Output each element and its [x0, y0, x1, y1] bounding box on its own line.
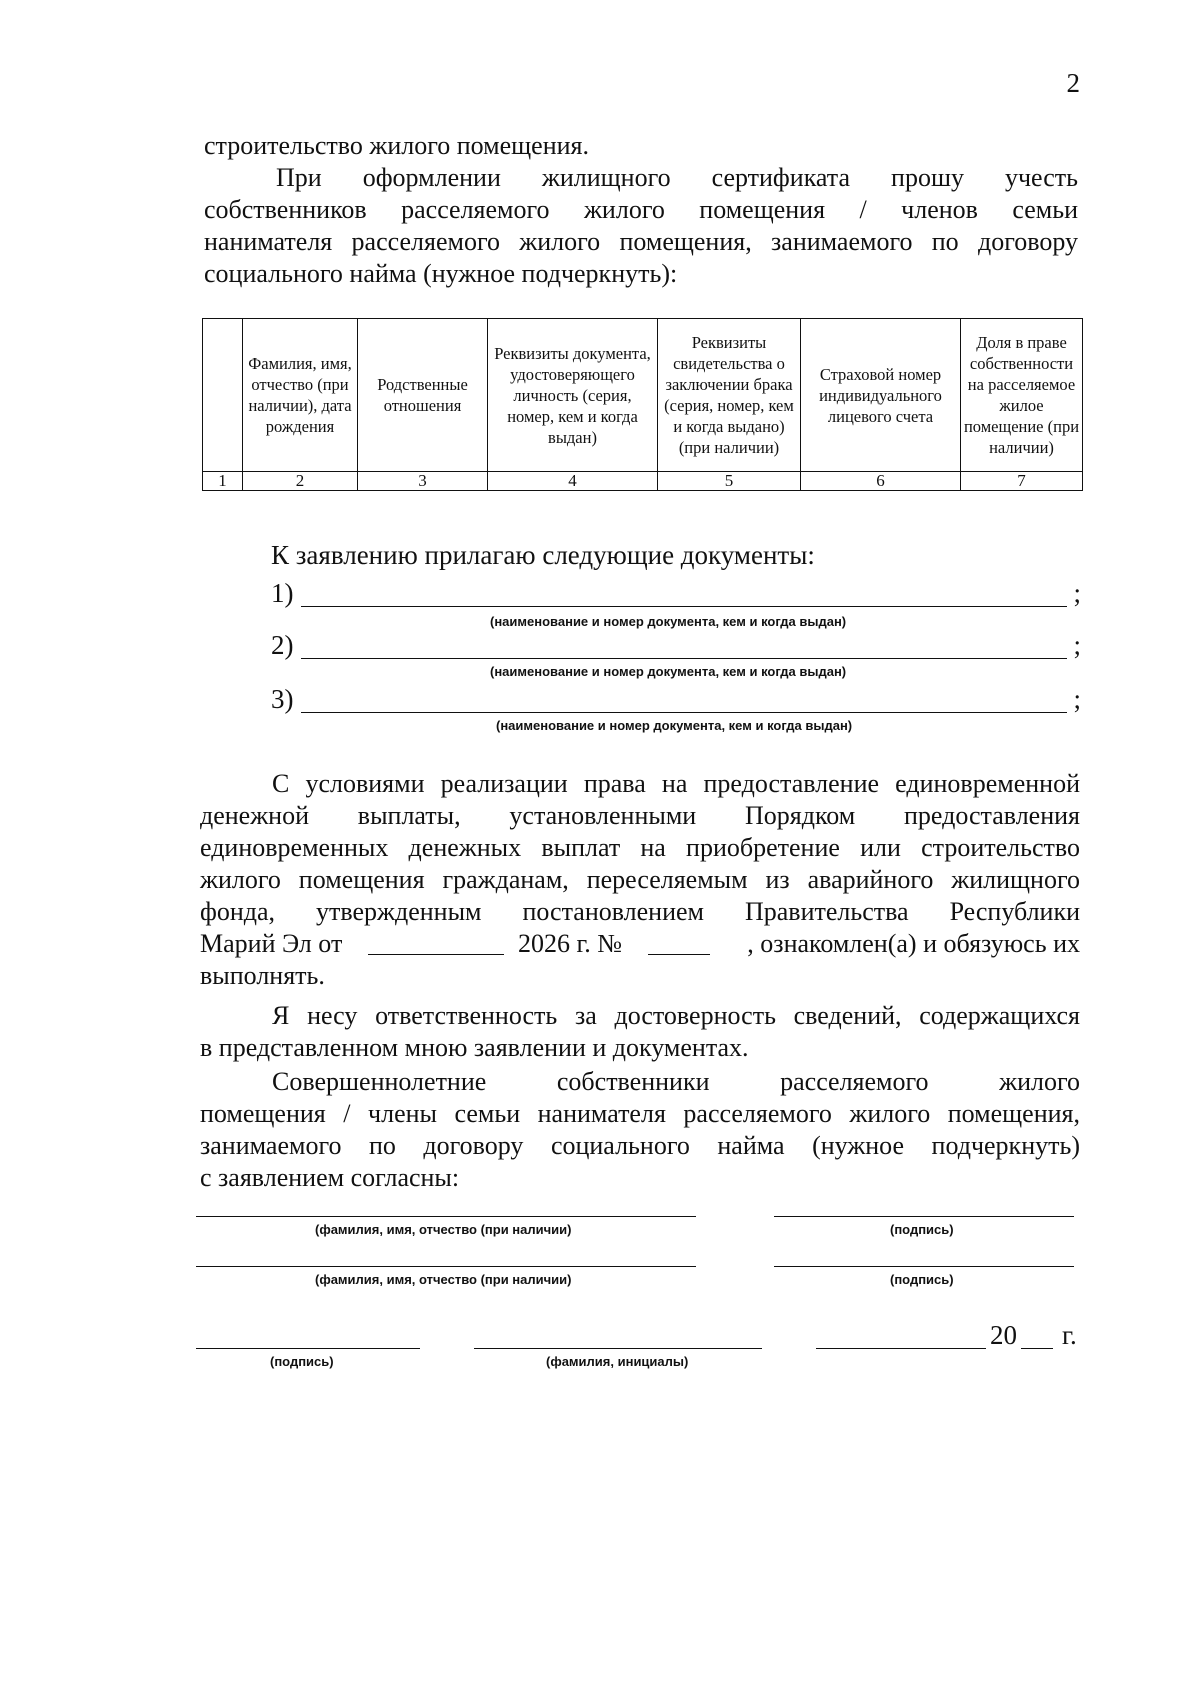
conditions-paragraph	[200, 768, 1080, 992]
conditions-line-6-end: , ознакомлен(а) и обязуюсь их	[747, 929, 1080, 958]
consent-signature-line-2[interactable]	[774, 1266, 1074, 1267]
consent-paragraph	[200, 1066, 1080, 1194]
col-number-4: 4	[488, 472, 658, 491]
table-header-row	[203, 319, 1083, 472]
col-number-6: 6	[801, 472, 961, 491]
consent-fio-hint-2: (фамилия, имя, отчество (при наличии)	[315, 1272, 572, 1287]
header-col-2: Фамилия, имя, отчество (при наличии), дата рождения	[243, 319, 358, 472]
header-col-7: Доля в праве собственности на расселяемое жилое помещение (при наличии)	[961, 319, 1083, 472]
intro-paragraph-line-1: При оформлении жилищного сертификата прошу учесть	[276, 163, 1078, 192]
consent-line-1: Совершеннолетние собственники расселяемого жилого	[272, 1067, 1080, 1096]
conditions-line-7: выполнять.	[200, 961, 325, 990]
attachment-number-1: 1)	[271, 578, 294, 608]
intro-paragraph-line-2: собственников расселяемого жилого помещения / членов семьи	[204, 195, 1078, 224]
header-col-6: Страховой номер индивидуального лицевого счета	[801, 319, 961, 472]
intro-line	[204, 130, 1078, 162]
applicant-signature-hint: (подпись)	[270, 1354, 334, 1369]
conditions-line-6	[200, 928, 1080, 960]
attachment-end-1: ;	[1073, 578, 1081, 608]
attachment-number-2: 2)	[271, 630, 294, 660]
attachments-title: К заявлению прилагаю следующие документы:	[271, 540, 815, 570]
date-year-prefix: 20	[990, 1320, 1017, 1350]
members-table	[202, 318, 1083, 491]
applicant-initials-hint: (фамилия, инициалы)	[546, 1354, 689, 1369]
date-day-month-line[interactable]	[816, 1348, 986, 1349]
conditions-line-2: денежной выплаты, установленными Порядком предоставления	[200, 801, 1080, 830]
consent-signature-hint-1: (подпись)	[890, 1222, 954, 1237]
attachment-end-2: ;	[1073, 630, 1081, 660]
col-number-5: 5	[658, 472, 801, 491]
col-number-7: 7	[961, 472, 1083, 491]
applicant-initials-line[interactable]	[474, 1348, 762, 1349]
header-col-4: Реквизиты документа, удостоверяющего личность (серия, номер, кем и когда выдан)	[488, 319, 658, 472]
applicant-signature-line[interactable]	[196, 1348, 420, 1349]
intro-paragraph	[204, 162, 1078, 290]
consent-line-2: помещения / члены семьи нанимателя расселяемого жилого помещения,	[200, 1099, 1080, 1128]
attachment-hint-3: (наименование и номер документа, кем и когда выдан)	[496, 718, 853, 733]
attachment-hint-2: (наименование и номер документа, кем и когда выдан)	[490, 664, 847, 679]
intro-paragraph-line-4: социального найма (нужное подчеркнуть):	[204, 259, 678, 288]
attachment-end-3: ;	[1073, 684, 1081, 714]
responsibility-line-2: в представленном мною заявлении и документах.	[200, 1033, 749, 1062]
decree-date-blank[interactable]	[368, 930, 504, 955]
header-col-3: Родственные отношения	[358, 319, 488, 472]
consent-signature-line-1[interactable]	[774, 1216, 1074, 1217]
attachment-fill-line-1[interactable]	[301, 606, 1067, 607]
consent-signature-hint-2: (подпись)	[890, 1272, 954, 1287]
intro-paragraph-line-3: нанимателя расселяемого жилого помещения, занимаемого по договору	[204, 227, 1078, 256]
attachment-fill-line-2[interactable]	[301, 658, 1067, 659]
attachment-item-3	[271, 684, 1081, 718]
conditions-line-1: С условиями реализации права на предоставление единовременной	[272, 769, 1080, 798]
attachment-item-2	[271, 630, 1081, 664]
intro-first-line: строительство жилого помещения.	[204, 131, 589, 160]
responsibility-paragraph	[200, 1000, 1080, 1064]
consent-line-4: с заявлением согласны:	[200, 1163, 460, 1192]
conditions-line-4: жилого помещения гражданам, переселяемым из аварийного жилищного	[200, 865, 1080, 894]
date-year-suffix: г.	[1062, 1320, 1077, 1350]
header-col-5: Реквизиты свидетельства о заключении брака (серия, номер, кем и когда выдано) (при наличии)	[658, 319, 801, 472]
consent-fio-line-1[interactable]	[196, 1216, 696, 1217]
consent-line-3: занимаемого по договору социального найма (нужное подчеркнуть)	[200, 1131, 1080, 1160]
conditions-line-5: фонда, утвержденным постановлением Правительства Республики	[200, 897, 1080, 926]
conditions-line-6-start: Марий Эл от	[200, 929, 343, 958]
col-number-1: 1	[203, 472, 243, 491]
attachment-number-3: 3)	[271, 684, 294, 714]
consent-fio-hint-1: (фамилия, имя, отчество (при наличии)	[315, 1222, 572, 1237]
attachment-item-1	[271, 578, 1081, 612]
col-number-3: 3	[358, 472, 488, 491]
page-number: 2	[1066, 68, 1080, 98]
attachment-fill-line-3[interactable]	[301, 712, 1067, 713]
table-number-row	[203, 472, 1083, 491]
header-col-1	[203, 319, 243, 472]
date-year-blank[interactable]	[1021, 1348, 1053, 1349]
decree-number-blank[interactable]	[648, 930, 710, 955]
responsibility-line-1: Я несу ответственность за достоверность сведений, содержащихся	[272, 1001, 1080, 1030]
conditions-line-6-year: 2026 г. №	[518, 929, 623, 958]
consent-fio-line-2[interactable]	[196, 1266, 696, 1267]
conditions-line-3: единовременных денежных выплат на приобретение или строительство	[200, 833, 1080, 862]
col-number-2: 2	[243, 472, 358, 491]
attachment-hint-1: (наименование и номер документа, кем и когда выдан)	[490, 614, 847, 629]
